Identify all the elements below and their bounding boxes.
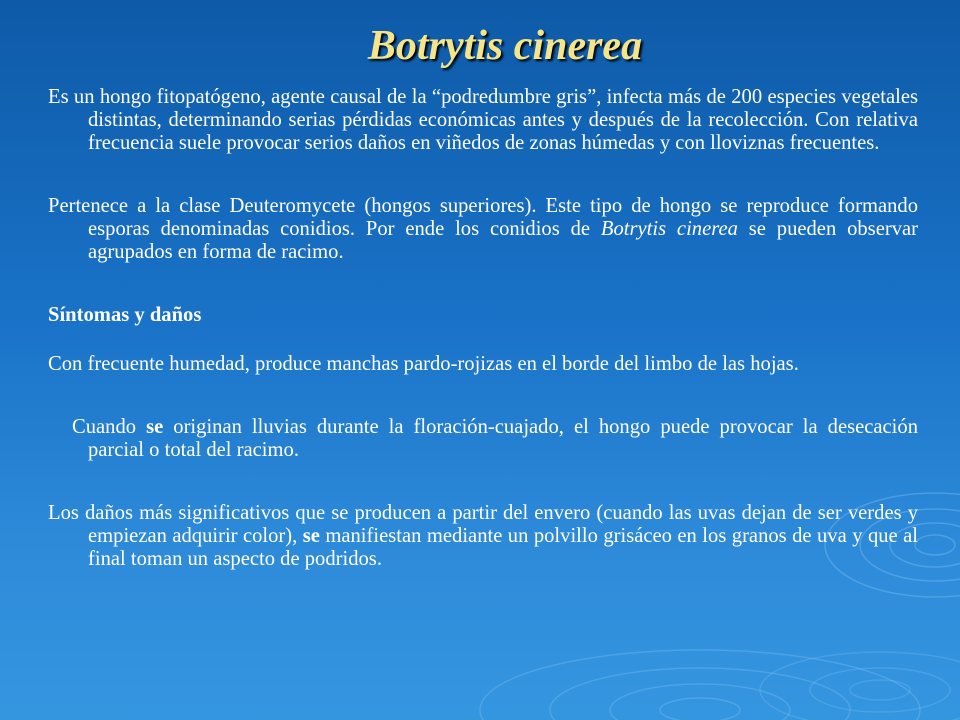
paragraph-classification-text: Pertenece a la clase Deuteromycete (hongos superiores). Este tipo de hongo se reproduce formando esporas denominadas conidios. Por ende los conidios de xyxy=(48,195,918,240)
paragraph-rain-bold: se xyxy=(146,416,164,438)
paragraph-classification-end: se pueden observar agrupados en forma de racimo. xyxy=(88,218,918,263)
paragraph-intro: Es un hongo fitopatógeno, agente causal de la “podredumbre gris”, infecta más de 200 especies vegetales distintas, determinando serias pérdidas económicas antes y después de la recolección. Con relativa frecuencia suele provocar serios daños en viñedos de zonas húmedas y con lloviznas frecuentes. xyxy=(48,86,918,154)
slide-title: Botrytis cinerea xyxy=(367,23,643,69)
paragraph-classification xyxy=(48,195,918,264)
paragraph-rain-end: originan lluvias durante la floración-cuajado, el hongo puede provocar la desecación parcial o total del racimo. xyxy=(88,416,918,461)
paragraph-damage-end: manifiestan mediante un polvillo grisáceo en los granos de uva y que al final toman un aspecto de podridos. xyxy=(88,525,918,570)
section-heading-symptoms: Síntomas y daños xyxy=(48,304,202,326)
paragraph-rain-start: Cuando xyxy=(72,416,147,438)
paragraph-damage-start: Los daños más significativos que se producen a partir del envero (cuando las uvas dejan de ser verdes y empiezan adquirir color), xyxy=(48,502,918,547)
paragraph-damage-bold: se xyxy=(302,525,320,547)
paragraph-rain xyxy=(48,416,918,462)
paragraph-humidity: Con frecuente humedad, produce manchas pardo-rojizas en el borde del limbo de las hojas. xyxy=(48,353,799,375)
paragraph-damage xyxy=(48,502,918,571)
slide-body xyxy=(48,86,918,571)
species-name-italic: Botrytis cinerea xyxy=(600,218,738,240)
